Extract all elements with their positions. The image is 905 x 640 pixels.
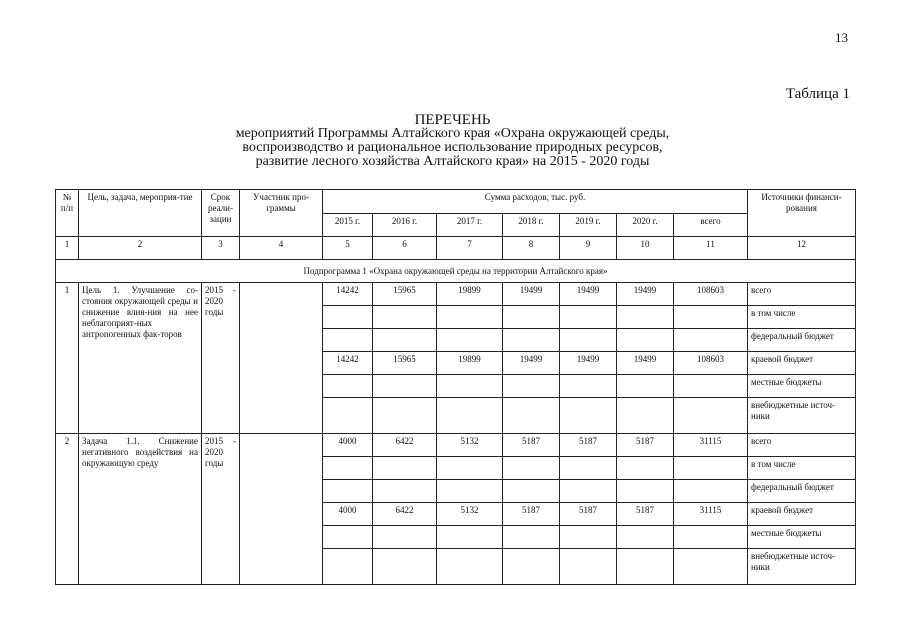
amount-cell xyxy=(560,526,617,549)
amount-cell: 19899 xyxy=(437,283,503,306)
row-term: 2015 - 2020 годы xyxy=(202,434,240,585)
amount-cell xyxy=(560,375,617,398)
funding-source: всего xyxy=(748,283,856,306)
column-number: 8 xyxy=(503,237,560,260)
amount-cell xyxy=(323,306,373,329)
amount-cell xyxy=(503,375,560,398)
amount-cell xyxy=(373,329,437,352)
heading-line-1: мероприятий Программы Алтайского края «Охрана окружающей среды, xyxy=(235,126,670,141)
column-number: 5 xyxy=(323,237,373,260)
amount-cell xyxy=(373,306,437,329)
subprogram-title: Подпрограмма 1 «Охрана окружающей среды на территории Алтайского края» xyxy=(56,260,856,283)
measures-table xyxy=(55,189,856,585)
row-number: 1 xyxy=(56,283,79,434)
row-term: 2015 - 2020 годы xyxy=(202,283,240,434)
amount-cell: 19499 xyxy=(617,352,674,375)
amount-cell: 4000 xyxy=(323,434,373,457)
amount-cell: 5187 xyxy=(503,434,560,457)
amount-cell xyxy=(674,526,748,549)
amount-cell xyxy=(323,480,373,503)
amount-cell xyxy=(373,549,437,585)
amount-cell xyxy=(437,480,503,503)
row-goal: Цель 1. Улучшение со-стояния окружающей среды и снижение влия-ния на нее неблагоприят-ных антропогенных фак-торов xyxy=(79,283,202,434)
heading-title: ПЕРЕЧЕНЬ xyxy=(414,112,491,128)
header-year-4: 2018 г. xyxy=(503,214,560,237)
column-number: 2 xyxy=(79,237,202,260)
header-sources: Источники финанси-рования xyxy=(748,190,856,237)
column-number: 4 xyxy=(240,237,323,260)
amount-cell: 4000 xyxy=(323,503,373,526)
amount-cell xyxy=(674,375,748,398)
amount-cell: 19499 xyxy=(617,283,674,306)
row-goal: Задача 1.1. Снижение негативного воздействия на окружающую среду xyxy=(79,434,202,585)
heading-line-2: воспроизводство и рациональное использование природных ресурсов, xyxy=(242,140,663,155)
amount-cell: 14242 xyxy=(323,352,373,375)
amount-cell xyxy=(503,306,560,329)
amount-cell xyxy=(674,306,748,329)
amount-cell xyxy=(503,526,560,549)
amount-cell xyxy=(617,306,674,329)
amount-cell xyxy=(437,549,503,585)
column-number: 9 xyxy=(560,237,617,260)
header-year-2: 2016 г. xyxy=(373,214,437,237)
funding-source: внебюджетные источ-ники xyxy=(748,398,856,434)
amount-cell: 5187 xyxy=(503,503,560,526)
amount-cell: 19499 xyxy=(503,352,560,375)
amount-cell xyxy=(617,329,674,352)
amount-cell xyxy=(437,526,503,549)
amount-cell xyxy=(437,457,503,480)
amount-cell: 19499 xyxy=(560,283,617,306)
amount-cell xyxy=(560,549,617,585)
funding-source: федеральный бюджет xyxy=(748,480,856,503)
amount-cell xyxy=(437,398,503,434)
amount-cell xyxy=(617,480,674,503)
column-number: 12 xyxy=(748,237,856,260)
row-participant xyxy=(240,434,323,585)
amount-cell xyxy=(323,526,373,549)
funding-source: внебюджетные источ-ники xyxy=(748,549,856,585)
amount-cell: 5187 xyxy=(560,434,617,457)
amount-cell: 19899 xyxy=(437,352,503,375)
funding-source: местные бюджеты xyxy=(748,375,856,398)
amount-cell: 6422 xyxy=(373,434,437,457)
header-year-7: всего xyxy=(674,214,748,237)
amount-cell xyxy=(617,457,674,480)
amount-cell xyxy=(437,329,503,352)
amount-cell xyxy=(503,398,560,434)
amount-cell xyxy=(503,457,560,480)
amount-cell xyxy=(617,398,674,434)
column-number: 10 xyxy=(617,237,674,260)
amount-cell xyxy=(323,329,373,352)
funding-source: краевой бюджет xyxy=(748,352,856,375)
amount-cell: 5132 xyxy=(437,434,503,457)
amount-cell: 108603 xyxy=(674,352,748,375)
heading-line-3: развитие лесного хозяйства Алтайского края» на 2015 - 2020 годы xyxy=(255,154,650,169)
amount-cell: 15965 xyxy=(373,283,437,306)
amount-cell xyxy=(373,375,437,398)
amount-cell: 14242 xyxy=(323,283,373,306)
amount-cell: 15965 xyxy=(373,352,437,375)
amount-cell xyxy=(373,457,437,480)
amount-cell: 5187 xyxy=(560,503,617,526)
amount-cell xyxy=(323,375,373,398)
document-heading xyxy=(0,113,905,169)
amount-cell xyxy=(503,480,560,503)
amount-cell xyxy=(560,306,617,329)
amount-cell xyxy=(503,329,560,352)
column-number: 6 xyxy=(373,237,437,260)
row-number: 2 xyxy=(56,434,79,585)
table-label: Таблица 1 xyxy=(785,86,850,102)
funding-source: в том числе xyxy=(748,457,856,480)
amount-cell: 5187 xyxy=(617,434,674,457)
amount-cell xyxy=(674,329,748,352)
amount-cell xyxy=(674,398,748,434)
column-number: 3 xyxy=(202,237,240,260)
header-participant: Участник про-граммы xyxy=(240,190,323,237)
amount-cell: 19499 xyxy=(560,352,617,375)
funding-source: всего xyxy=(748,434,856,457)
amount-cell xyxy=(617,549,674,585)
amount-cell: 108603 xyxy=(674,283,748,306)
header-num: № п/п xyxy=(56,190,79,237)
amount-cell xyxy=(560,398,617,434)
amount-cell xyxy=(560,329,617,352)
funding-source: в том числе xyxy=(748,306,856,329)
amount-cell xyxy=(674,549,748,585)
amount-cell xyxy=(323,457,373,480)
amount-cell xyxy=(503,549,560,585)
table-row xyxy=(56,434,856,457)
amount-cell xyxy=(373,526,437,549)
amount-cell xyxy=(560,457,617,480)
amount-cell xyxy=(617,526,674,549)
amount-cell xyxy=(373,398,437,434)
header-year-3: 2017 г. xyxy=(437,214,503,237)
amount-cell xyxy=(373,480,437,503)
amount-cell xyxy=(437,306,503,329)
column-number: 7 xyxy=(437,237,503,260)
header-year-6: 2020 г. xyxy=(617,214,674,237)
row-participant xyxy=(240,283,323,434)
amount-cell xyxy=(323,398,373,434)
amount-cell: 5132 xyxy=(437,503,503,526)
table-row xyxy=(56,283,856,306)
funding-source: федеральный бюджет xyxy=(748,329,856,352)
amount-cell xyxy=(617,375,674,398)
amount-cell: 6422 xyxy=(373,503,437,526)
header-goal: Цель, задача, мероприя-тие xyxy=(79,190,202,237)
column-number: 1 xyxy=(56,237,79,260)
amount-cell xyxy=(674,457,748,480)
funding-source: местные бюджеты xyxy=(748,526,856,549)
amount-cell: 31115 xyxy=(674,503,748,526)
amount-cell: 5187 xyxy=(617,503,674,526)
amount-cell xyxy=(323,549,373,585)
page-number: 13 xyxy=(835,30,848,45)
header-year-5: 2019 г. xyxy=(560,214,617,237)
amount-cell xyxy=(560,480,617,503)
column-number: 11 xyxy=(674,237,748,260)
header-term: Срок реали-зации xyxy=(202,190,240,237)
amount-cell: 31115 xyxy=(674,434,748,457)
amount-cell: 19499 xyxy=(503,283,560,306)
header-expenses: Сумма расходов, тыс. руб. xyxy=(323,190,748,214)
amount-cell xyxy=(674,480,748,503)
header-year-1: 2015 г. xyxy=(323,214,373,237)
amount-cell xyxy=(437,375,503,398)
funding-source: краевой бюджет xyxy=(748,503,856,526)
